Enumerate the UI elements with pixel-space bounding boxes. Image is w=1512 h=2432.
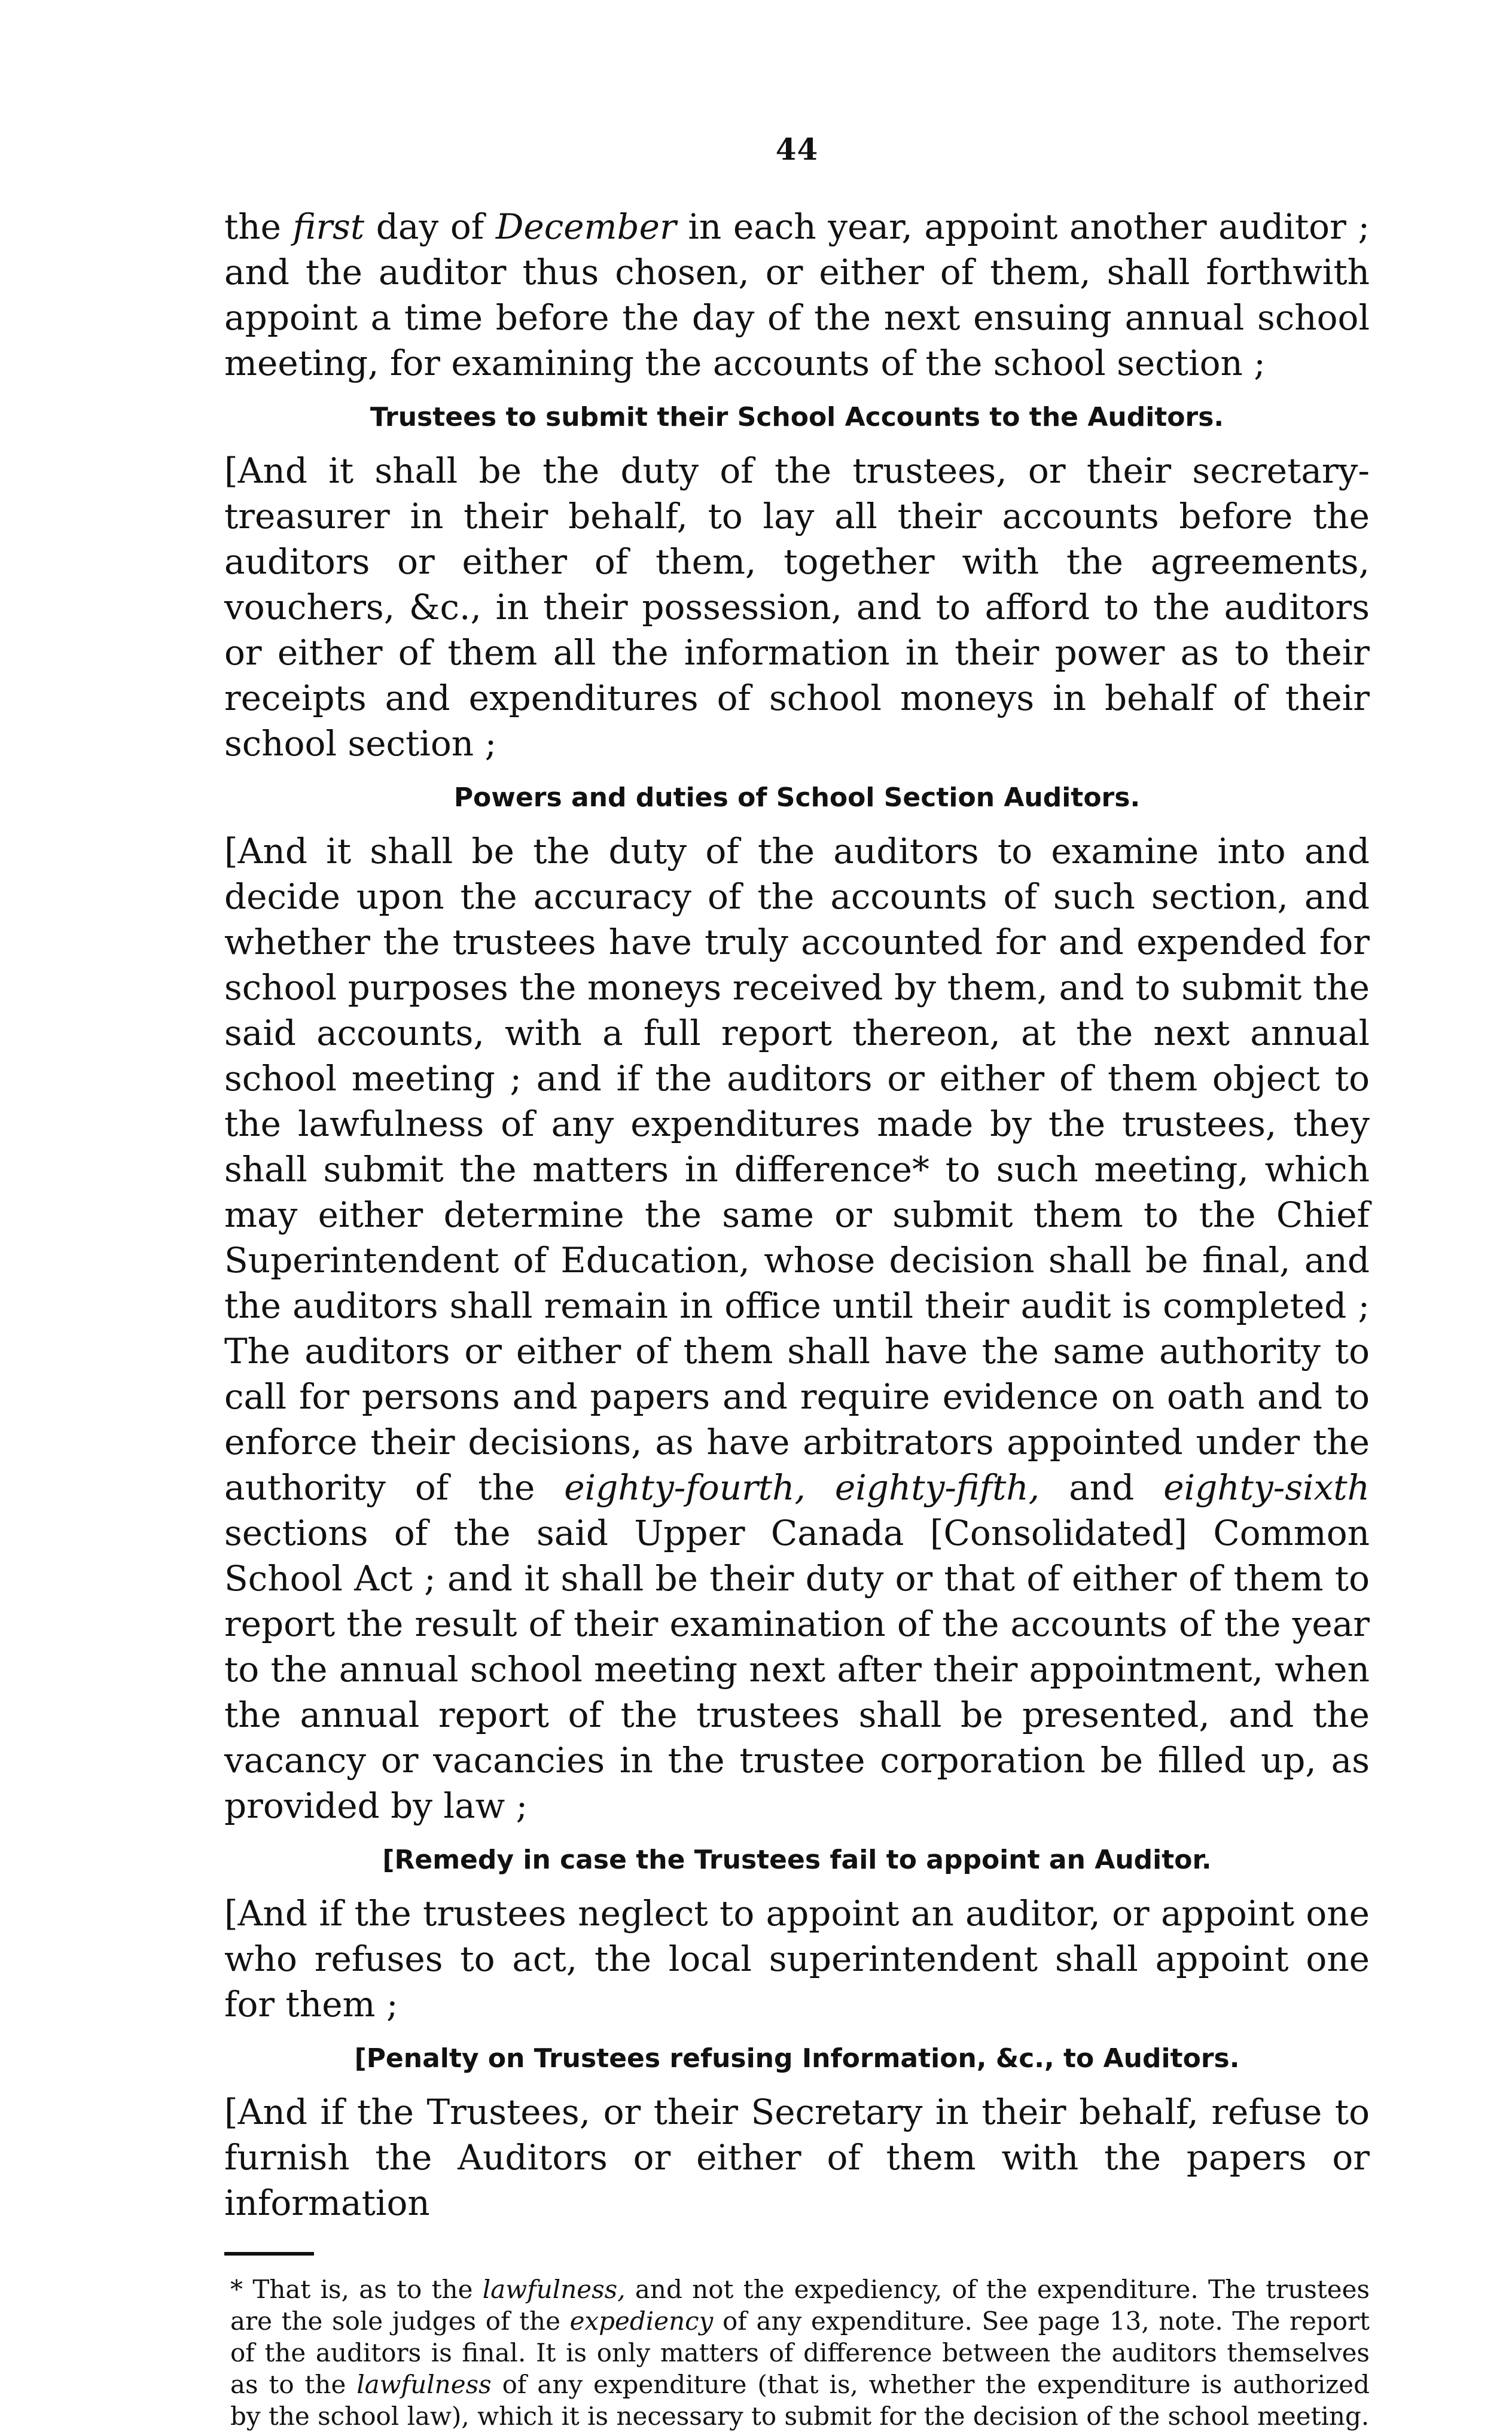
footnote — [224, 2273, 1370, 2432]
text-segment: [And if the trustees neglect to appoint an auditor, or appoint one who refuses to act, the local superintendent shall appoint one for them ; — [224, 1893, 1370, 2025]
text-segment: [And if the Trustees, or their Secretary in their behalf, refuse to furnish the Auditors or either of them with the papers or information — [224, 2092, 1370, 2223]
italic-text-segment: eighty-fourth, eighty-fifth, — [564, 1467, 1040, 1508]
italic-text-segment: expediency — [569, 2306, 714, 2336]
section-heading: [Remedy in case the Trustees fail to appoint an Auditor. — [382, 1845, 1212, 1875]
section-heading: Powers and duties of School Section Auditors. — [453, 782, 1141, 813]
text-segment: [And it shall be the duty of the auditors to examine into and decide upon the accuracy of the accounts of such section, and whether the trustees have truly accounted for and expended for school purposes the moneys received by them, and to submit the said accounts, with a full report thereon, at the next annual school meeting ; and if the auditors or either of them object to the lawfulness of any expenditures made by the trustees, they shall submit the matters in difference* to such meeting, which may either determine the same or submit them to the Chief Superintendent of Education, whose decision shall be final, and the auditors shall remain in office until their audit is completed ; The auditors or either of them shall have the same authority to call for persons and papers and require evidence on oath and to enforce their decisions, as have arbitrators appointed under the authority of the — [224, 831, 1370, 1508]
text-segment: sections of the said Upper Canada [Consolidated] Common School Act ; and it shall be their duty or that of either of them to report the result of their examination of the accounts of the year to the annual school meeting next after their appointment, when the annual report of the trustees shall be presented, and the vacancy or vacancies in the trustee corporation be filled up, as provided by law ; — [224, 1513, 1370, 1826]
text-segment: * That is, as to the — [230, 2275, 483, 2304]
body-paragraph — [224, 448, 1370, 766]
text-segment: of any expenditure (that is, whether the expenditure is authorized by the school law), which it is necessary to submit for the decision of the school meeting. — [230, 2370, 1370, 2431]
body-paragraph — [224, 204, 1370, 386]
footnote-rule — [224, 2252, 314, 2256]
italic-text-segment: eighty-sixth — [1163, 1467, 1370, 1508]
text-segment: the — [224, 206, 293, 247]
body-paragraph — [224, 828, 1370, 1828]
text-segment: and not the expediency, of the expenditure. The trustees are the sole judges of the — [230, 2275, 1370, 2336]
section-heading: [Penalty on Trustees refusing Information, &c., to Auditors. — [354, 2043, 1240, 2074]
italic-text-segment: lawfulness — [356, 2370, 492, 2399]
body-paragraph — [224, 2089, 1370, 2226]
body-paragraph — [224, 1891, 1370, 2027]
italic-text-segment: first — [292, 206, 365, 247]
text-segment: in each year, appoint another auditor ; and the auditor thus chosen, or either of them, shall forthwith appoint a time before the day of the next ensuing annual school meeting, for examining the accounts of the school section ; — [224, 206, 1370, 383]
text-segment: [And it shall be the duty of the trustees, or their secretary-treasurer in their behalf, to lay all their accounts before the auditors or either of them, together with the agreements, vouchers, &c., in their possession, and to afford to the auditors or either of them all the information in their power as to their receipts and expenditures of school moneys in behalf of their school section ; — [224, 450, 1370, 764]
italic-text-segment: December — [495, 206, 676, 247]
italic-text-segment: lawfulness, — [482, 2275, 626, 2304]
page-number: 44 — [775, 132, 819, 167]
text-segment: day of — [364, 206, 496, 247]
text-segment: of any expenditure. See page 13, note. The report of the auditors is final. It is only matters of difference between the auditors themselves as to the — [230, 2306, 1370, 2399]
document-body — [224, 204, 1370, 2226]
document-page — [224, 132, 1370, 2432]
text-segment: and — [1040, 1467, 1164, 1508]
section-heading: Trustees to submit their School Accounts to the Auditors. — [370, 402, 1224, 432]
